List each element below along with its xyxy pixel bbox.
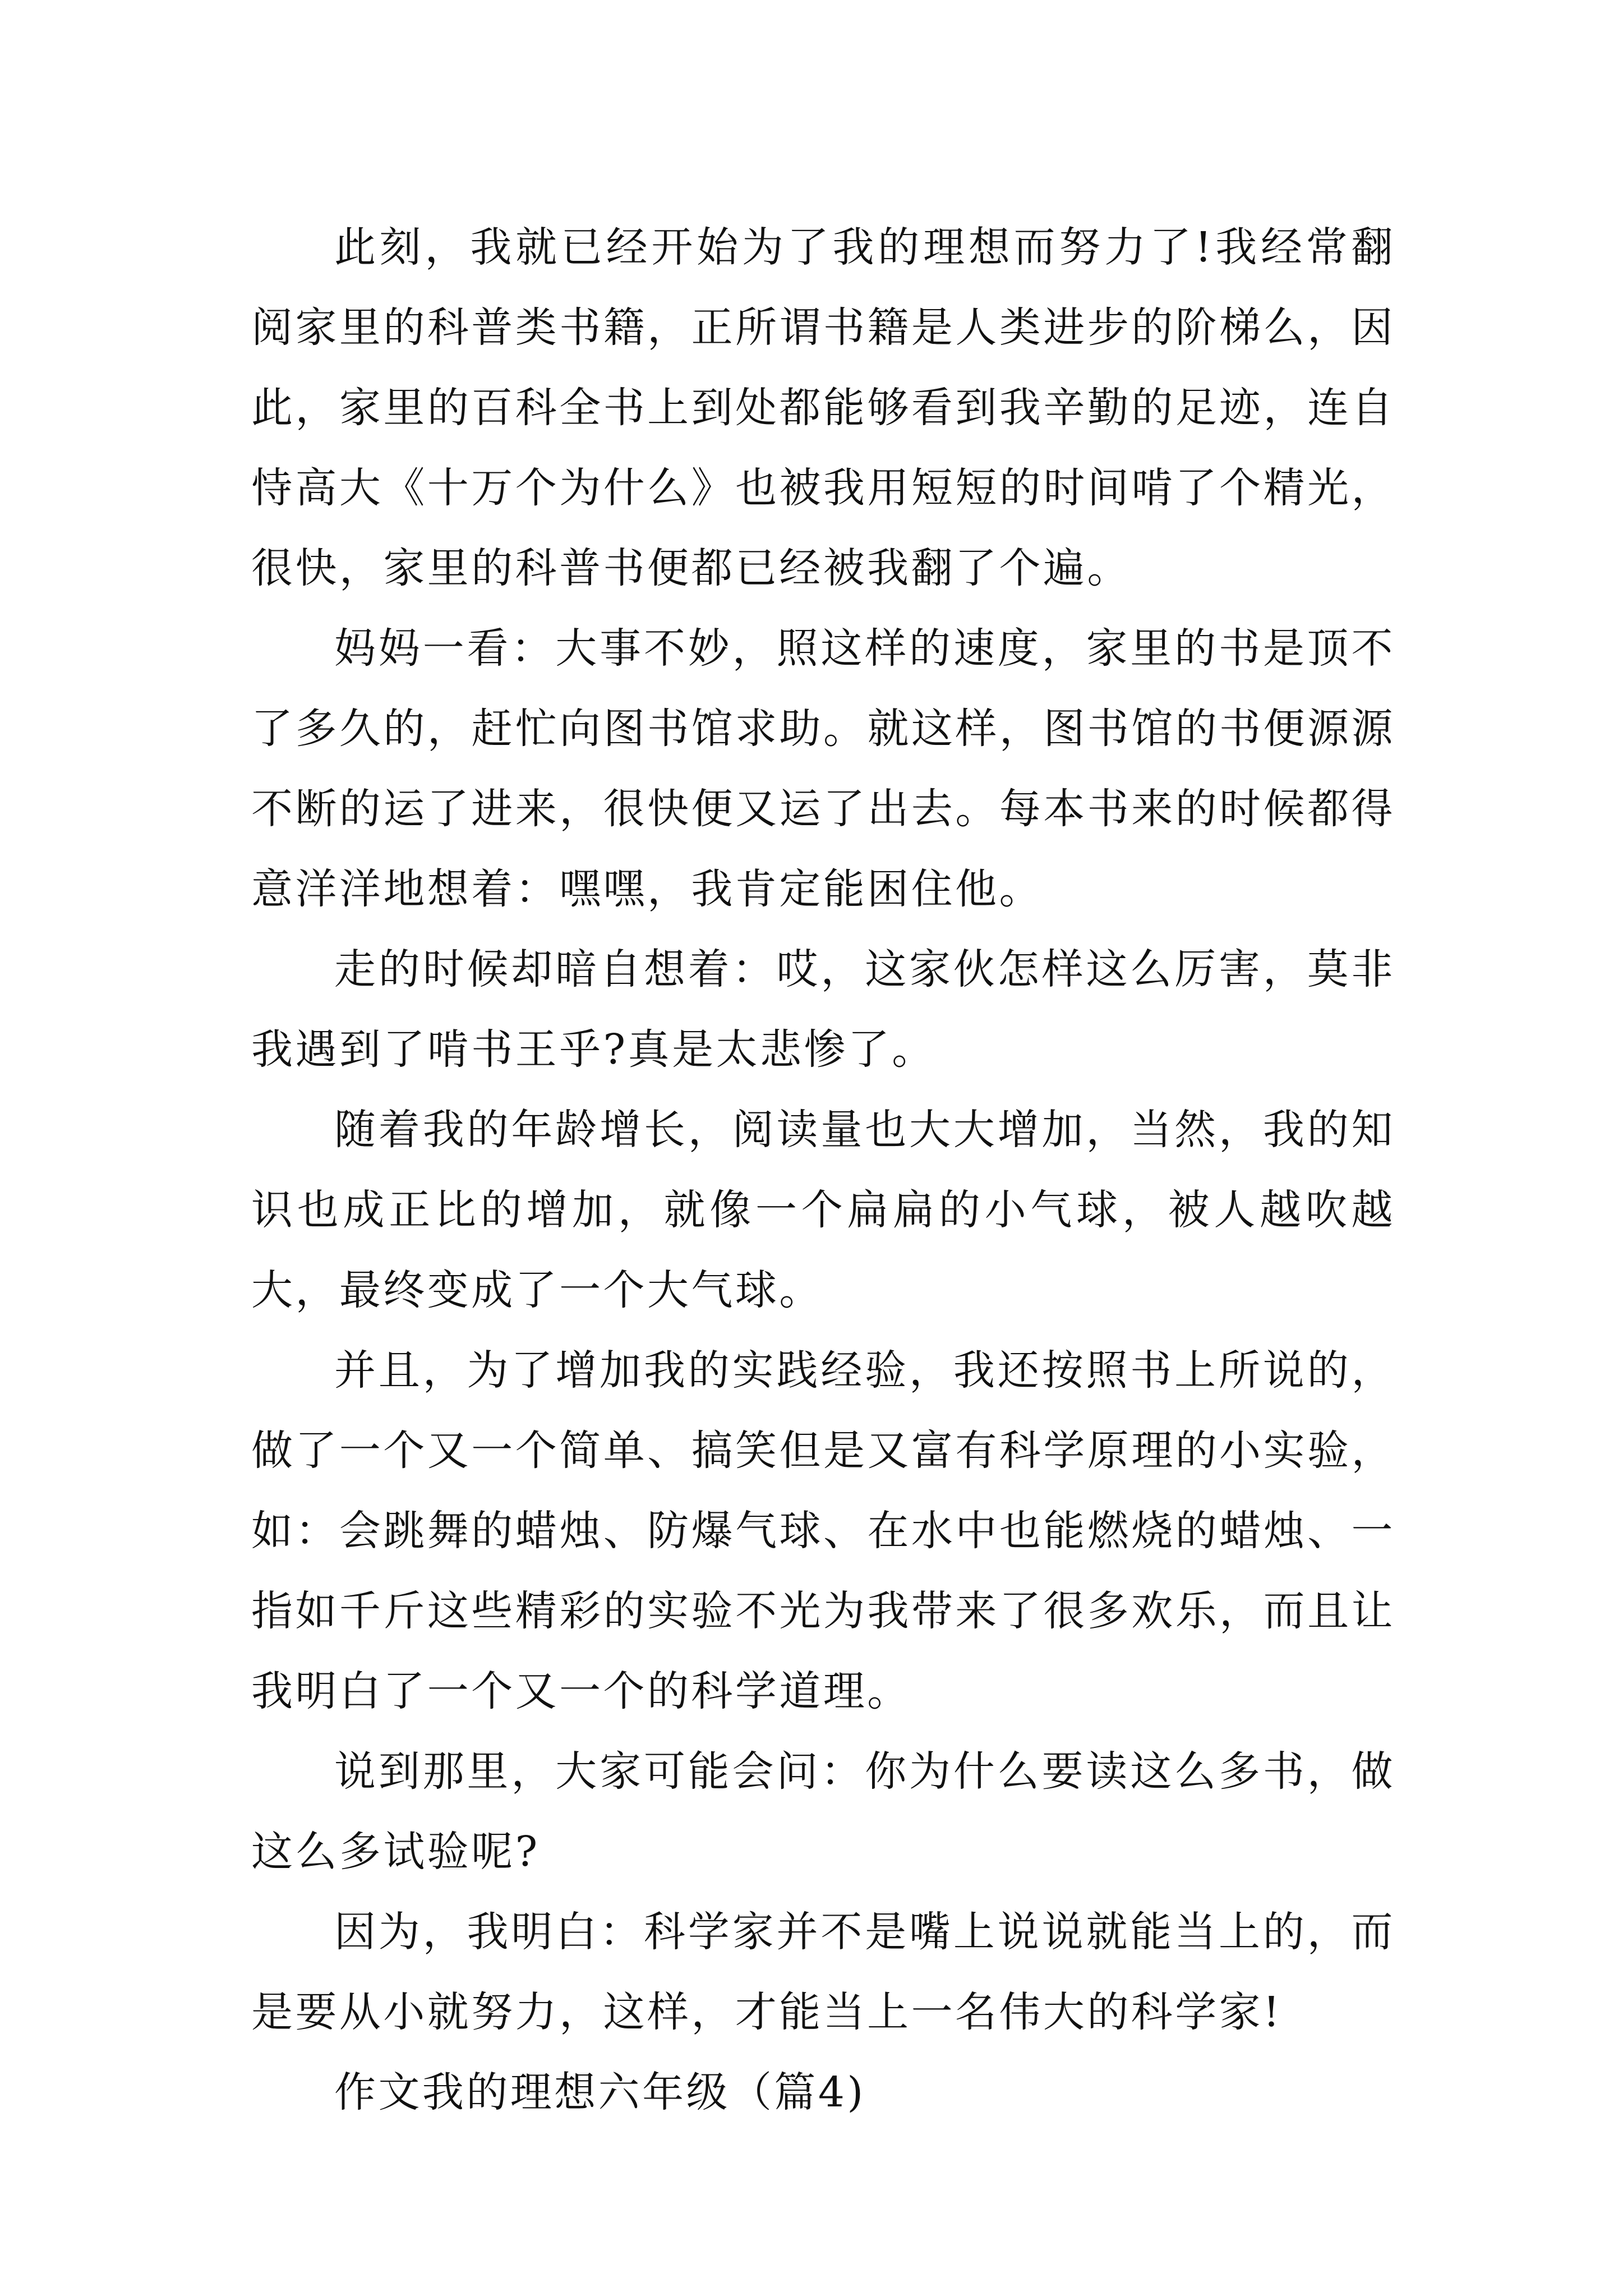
paragraph-6: 说到那里，大家可能会问：你为什么要读这么多书，做这么多试验呢? xyxy=(251,1747,1395,1876)
paragraph-1: 此刻，我就已经开始为了我的理想而努力了!我经常翻阅家里的科普类书籍，正所谓书籍是人类进步的阶梯么，因此，家里的百科全书上到处都能够看到我辛勤的足迹，连自恃高大《十万个为什么》也被我用短短的时间啃了个精光，很快，家里的科普书便都已经被我翻了个遍。 xyxy=(251,223,1395,592)
document-body xyxy=(251,208,1395,2133)
paragraph-3: 走的时候却暗自想着：哎，这家伙怎样这么厉害，莫非我遇到了啃书王乎?真是太悲惨了。 xyxy=(251,945,1395,1074)
paragraph-7: 因为，我明白：科学家并不是嘴上说说就能当上的，而是要从小就努力，这样，才能当上一名伟大的科学家! xyxy=(251,1908,1395,2036)
section-heading: 作文我的理想六年级（篇4) xyxy=(334,2068,866,2116)
paragraph-4: 随着我的年龄增长，阅读量也大大增加，当然，我的知识也成正比的增加，就像一个扁扁的小气球，被人越吹越大，最终变成了一个大气球。 xyxy=(251,1106,1395,1314)
paragraph-5: 并且，为了增加我的实践经验，我还按照书上所说的，做了一个又一个简单、搞笑但是又富有科学原理的小实验，如：会跳舞的蜡烛、防爆气球、在水中也能燃烧的蜡烛、一指如千斤这些精彩的实验不光为我带来了很多欢乐，而且让我明白了一个又一个的科学道理。 xyxy=(251,1346,1395,1715)
paragraph-2: 妈妈一看：大事不妙，照这样的速度，家里的书是顶不了多久的，赶忙向图书馆求助。就这样，图书馆的书便源源不断的运了进来，很快便又运了出去。每本书来的时候都得意洋洋地想着：嘿嘿，我肯定能困住他。 xyxy=(251,624,1395,913)
